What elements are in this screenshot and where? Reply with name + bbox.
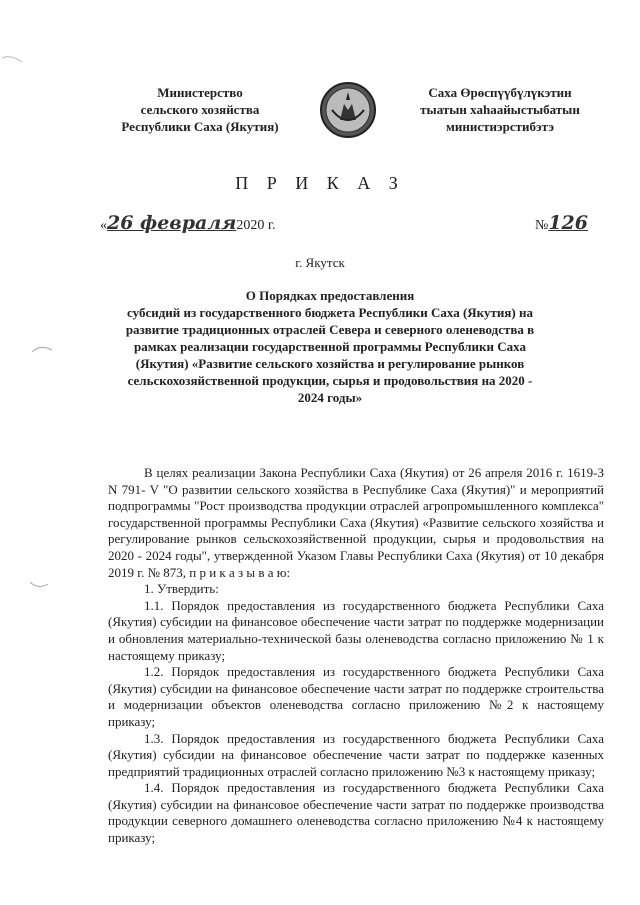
clause-1-4: 1.4. Порядок предоставления из государственного бюджета Республики Саха (Якутия) субсидии на финансовое обеспечение части затрат по поддержке производства продукции северного домашнего оленеводства согласно приложению №4 к настоящему приказу; [108, 780, 604, 846]
header-right-line: министиэрстибэтэ [446, 119, 554, 134]
order-date [100, 212, 276, 234]
clause-1-2: 1.2. Порядок предоставления из государственного бюджета Республики Саха (Якутия) субсидии на финансовое обеспечение части затрат по поддержке строительства и модернизации объектов оленеводства согласно приложению №2 к настоящему приказу; [108, 664, 604, 729]
scan-mark-icon [28, 578, 54, 594]
ministry-name-yakut [400, 84, 600, 135]
order-subject [110, 287, 550, 406]
number-prefix: № [534, 218, 549, 233]
date-open-quote: « [100, 218, 107, 233]
subject-line: развитие традиционных отраслей Севера и северного оленеводства в [125, 322, 535, 337]
clause-1-3: 1.3. Порядок предоставления из государственного бюджета Республики Саха (Якутия) субсидии на финансовое обеспечение части затрат по поддержке казенных предприятий традиционных отраслей согласно приложению №3 к настоящему приказу; [108, 730, 604, 779]
date-year: 2020 г. [236, 218, 276, 233]
order-body [108, 465, 604, 847]
city-name: г. Якутск [295, 255, 345, 270]
subject-line: субсидий из государственного бюджета Республики Саха (Якутия) на [127, 305, 533, 320]
header-right-line: Саха Өрөспүүбүлүкэтин [428, 85, 572, 100]
header-left-line: Республики Саха (Якутия) [121, 119, 279, 134]
subject-line: 2024 годы» [297, 390, 363, 405]
handwritten-number: 126 [548, 212, 588, 234]
clause-1: 1. Утвердить: [144, 581, 219, 597]
order-number [535, 212, 588, 234]
subject-line: сельскохозяйственной продукции, сырья и продовольствия на 2020 - [127, 373, 533, 388]
subject-line: О Порядках предоставления [245, 288, 415, 303]
yakutia-coat-of-arms-icon [318, 80, 378, 140]
scan-mark-icon [30, 340, 56, 356]
subject-line: рамках реализации государственной программы Республики Саха [134, 339, 526, 354]
date-number-row [100, 210, 600, 240]
subject-line: (Якутия) «Развитие сельского хозяйства и регулирование рынков [135, 356, 525, 371]
header-left-line: сельского хозяйства [140, 102, 260, 117]
ministry-name-russian [100, 84, 300, 135]
clause-1-1: 1.1. Порядок предоставления из государственного бюджета Республики Саха (Якутия) субсидии на финансовое обеспечение части затрат по поддержке модернизации и обновления материально-технической базы оленеводства согласно приложению № 1 к настоящему приказу; [108, 597, 604, 663]
handwritten-date: 26 февраля [107, 212, 237, 234]
scan-mark-icon [0, 50, 30, 70]
header-left-line: Министерство [157, 85, 243, 100]
header-right-line: тыатын хаһаайыстыбатын [420, 102, 580, 117]
document-title: П Р И К А З [235, 173, 405, 193]
preamble-paragraph: В целях реализации Закона Республики Саха (Якутия) от 26 апреля 2016 г. 1619-З N 791- V "О развитии сельского хозяйства в Республике Саха (Якутия)" и мероприятий подпрограммы "Рост производства продукции отраслей агропромышленного комплекса" государственной программы Республики Саха (Якутия) «Развитие сельского хозяйства и регулирование рынков сельскохозяйственной продукции, сырья и продовольствия на 2020 - 2024 годы", утвержденной Указом Главы Республики Саха (Якутия) от 10 декабря 2019 г. № 873, п р и к а з ы в а ю: [108, 465, 604, 580]
